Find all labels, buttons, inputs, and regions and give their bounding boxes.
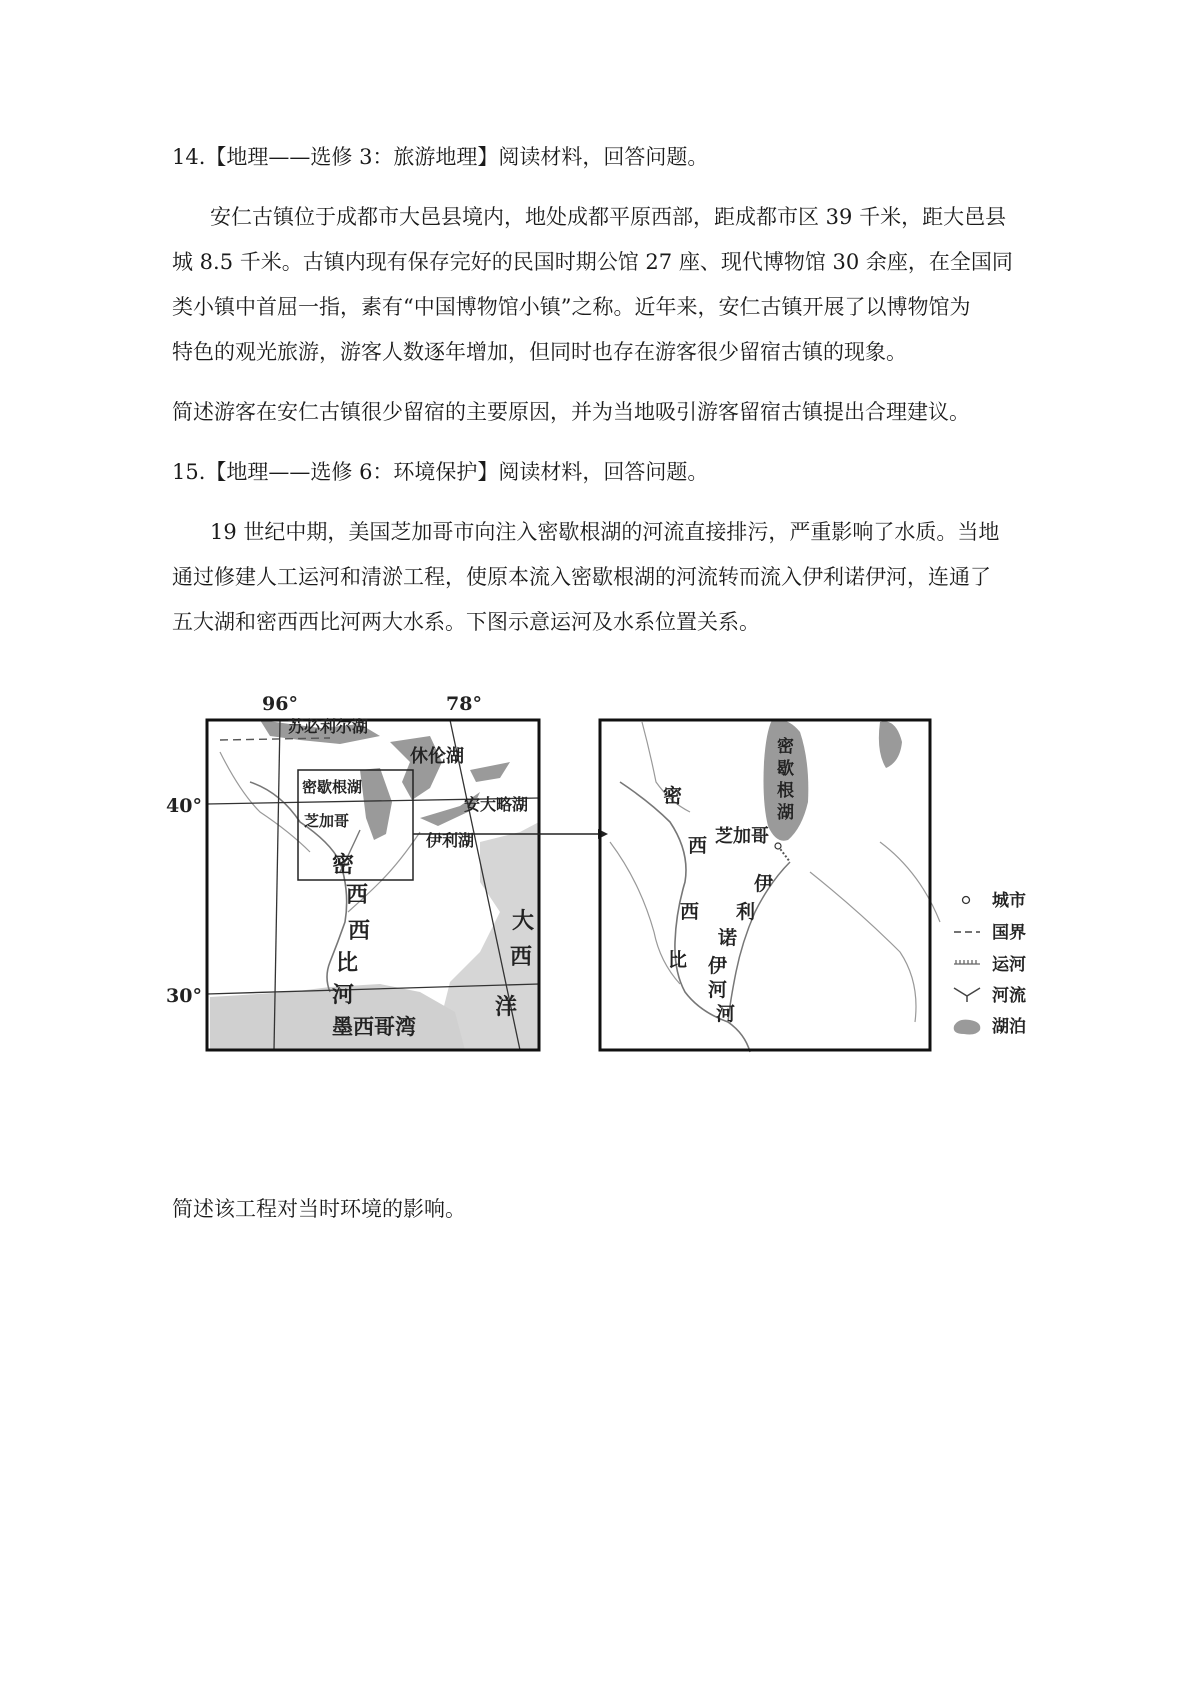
right-label-illinois-char-4: 伊 xyxy=(708,955,728,977)
right-label-illinois-char-2: 利 xyxy=(736,901,756,923)
legend-label-lake: 湖泊 xyxy=(992,1017,1026,1037)
legend-label-border: 国界 xyxy=(992,923,1026,943)
right-label-illinois-char-3: 诺 xyxy=(718,927,738,949)
label-mississippi-char-1: 密 xyxy=(332,852,355,878)
label-mississippi-char-3: 西 xyxy=(348,918,371,944)
right-label-miss-char-2: 西 xyxy=(688,835,708,857)
right-label-illinois-char-5: 河 xyxy=(708,979,728,1001)
left-map xyxy=(166,693,539,1050)
city-icon xyxy=(963,897,970,904)
right-lake-fragment-shape xyxy=(879,721,902,768)
map-legend xyxy=(954,890,1026,1037)
legend-label-canal: 运河 xyxy=(992,955,1026,975)
canal-map-figure xyxy=(166,693,1120,1162)
right-label-lake-char-1: 密 xyxy=(777,737,794,757)
right-map xyxy=(600,720,940,1053)
right-chicago-city-icon xyxy=(775,843,781,849)
right-label-illinois-char-6: 河 xyxy=(716,1003,736,1025)
right-tributary-line-3 xyxy=(810,872,916,1022)
label-atlantic-char-3: 洋 xyxy=(495,994,518,1020)
legend-label-city: 城市 xyxy=(992,891,1026,911)
lon-label-78: 78° xyxy=(446,693,482,715)
canal-icon xyxy=(954,960,980,964)
label-lake-ontario: 安大略湖 xyxy=(464,795,529,814)
lat-label-30: 30° xyxy=(166,985,202,1007)
label-lake-huron: 休伦湖 xyxy=(410,746,464,767)
label-gulf-of-mexico: 墨西哥湾 xyxy=(332,1014,416,1039)
label-chicago-left: 芝加哥 xyxy=(304,812,350,830)
right-label-chicago: 芝加哥 xyxy=(715,826,769,847)
right-label-lake-char-4: 湖 xyxy=(777,803,794,823)
q15-paragraph-line-1: 19 世纪中期，美国芝加哥市向注入密歇根湖的河流直接排污，严重影响了水质。当地 xyxy=(210,520,1000,544)
q14-paragraph-line-2: 城 8.5 千米。古镇内现有保存完好的民国时期公馆 27 座、现代博物馆 30 余座，在全国同 xyxy=(172,250,1013,274)
right-label-miss-char-1: 密 xyxy=(663,785,683,807)
q14-heading: 14.【地理——选修 3：旅游地理】阅读材料，回答问题。 xyxy=(172,145,709,169)
label-mississippi-char-5: 河 xyxy=(332,982,355,1008)
right-label-lake-char-3: 根 xyxy=(777,781,794,801)
lat-label-40: 40° xyxy=(166,795,202,817)
q14-paragraph-line-1: 安仁古镇位于成都市大邑县境内，地处成都平原西部，距成都市区 39 千米，距大邑县 xyxy=(210,205,1007,229)
q14-paragraph-line-4: 特色的观光旅游，游客人数逐年增加，但同时也存在游客很少留宿古镇的现象。 xyxy=(172,340,907,364)
label-lake-erie: 伊利湖 xyxy=(426,831,475,850)
right-label-miss-char-4: 比 xyxy=(668,949,688,971)
q15-heading: 15.【地理——选修 6：环境保护】阅读材料，回答问题。 xyxy=(172,460,709,484)
q14-question: 简述游客在安仁古镇很少留宿的主要原因，并为当地吸引游客留宿古镇提出合理建议。 xyxy=(172,400,970,424)
right-label-miss-char-3: 西 xyxy=(680,901,700,923)
q14-paragraph-line-3: 类小镇中首屈一指，素有“中国博物馆小镇”之称。近年来，安仁古镇开展了以博物馆为 xyxy=(172,295,971,319)
q15-question: 简述该工程对当时环境的影响。 xyxy=(172,1197,466,1221)
label-lake-michigan: 密歇根湖 xyxy=(302,778,363,796)
label-mississippi-char-4: 比 xyxy=(336,950,359,976)
river-icon xyxy=(954,988,980,1002)
label-mississippi-char-2: 西 xyxy=(346,882,369,908)
right-label-illinois-char-1: 伊 xyxy=(754,873,774,895)
lake-icon xyxy=(954,1020,981,1035)
lon-label-96: 96° xyxy=(262,693,298,715)
q15-paragraph-line-2: 通过修建人工运河和清淤工程，使原本流入密歇根湖的河流转而流入伊利诺伊河，连通了 xyxy=(172,565,991,589)
right-label-lake-char-2: 歇 xyxy=(777,759,794,779)
label-lake-superior: 苏必利尔湖 xyxy=(288,717,369,736)
label-atlantic-char-1: 大 xyxy=(512,908,535,934)
legend-label-river: 河流 xyxy=(992,986,1026,1006)
q15-paragraph-line-3: 五大湖和密西西比河两大水系。下图示意运河及水系位置关系。 xyxy=(172,610,760,634)
label-atlantic-char-2: 西 xyxy=(510,944,533,970)
